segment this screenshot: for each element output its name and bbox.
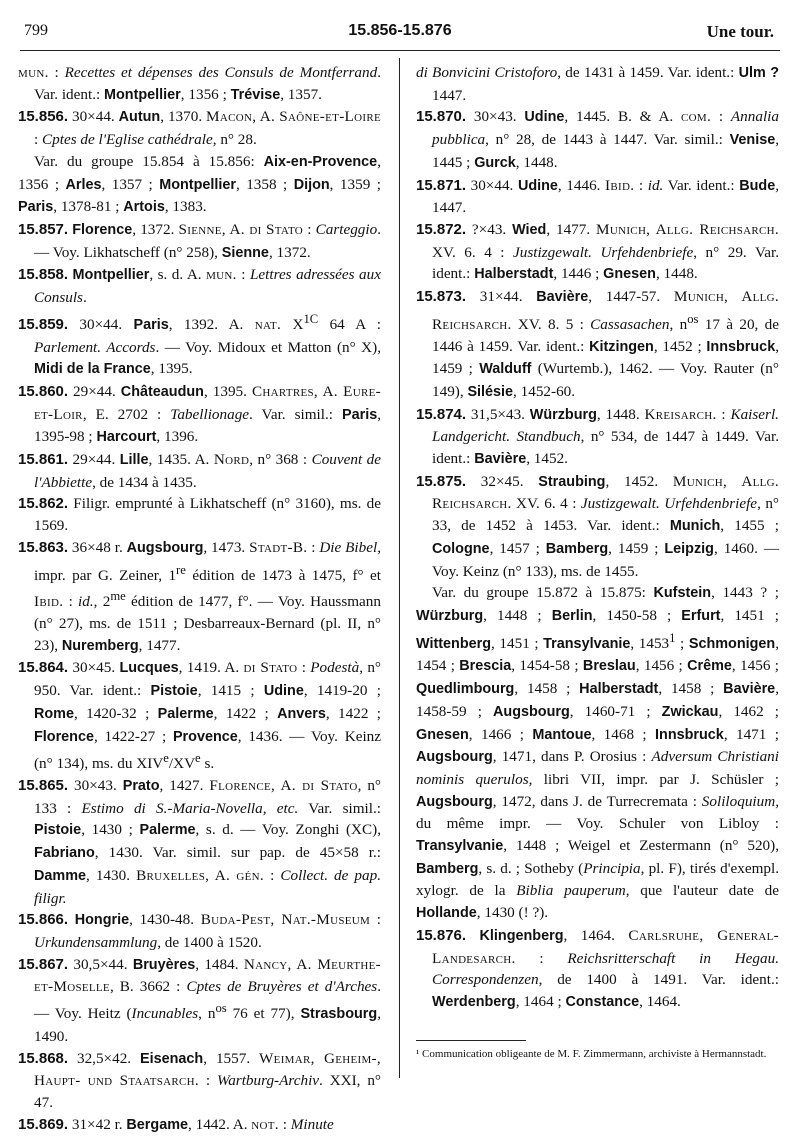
catalog-entry: 15.867. 30,5×44. Bruyères, 1484. Nancy, A. Meurthe-et-Moselle, B. 3662 : Cptes de Bruyères et d'Arches. — Voy. Heitz (Incunables, $n^{os}$ 76 et 77), Strasbourg, 1490. — [18, 955, 382, 1045]
page-number: 799 — [24, 22, 48, 39]
catalog-entry: 15.859. 30×44. Paris, 1392. A. nat. $X^{1C}$ 64 A : Parlement. Accords. — Voy. Midoux et Matton (n° X), Midi de la France, 1395. — [18, 311, 381, 378]
catalog-entry: 15.865. 30×43. Prato, 1427. Florence, A. di Stato, n° 133 : Estimo di S.-Maria-Novella, etc. Var. simil.: Pistoie, 1430 ; Palerme, s. d. — Voy. Zonghi (XC), Fabriano, 1430. Var. simil. sur pap. de 45×58 r.: Damme, 1430. Bruxelles, A. gén. : Collect. de pap. filigr. — [18, 777, 381, 907]
catalog-entry: mun. : Recettes et dépenses des Consuls de Montferrand. Var. ident.: Montpellier, 1356 ; Trévise, 1357. — [18, 64, 381, 103]
catalog-entry: 15.860. 29×44. Châteaudun, 1395. Chartres, A. Eure-et-Loir, E. 2702 : Tabellionage. Var. simil.: Paris, 1395-98 ; Harcourt, 1396. — [18, 382, 382, 446]
catalog-entry: 15.858. Montpellier, s. d. A. mun. : Lettres adressées aux Consuls. — [18, 266, 381, 307]
catalog-entry: 15.864. 30×45. Lucques, 1419. A. di Stato : Podestà, n° 950. Var. ident.: Pistoie, 1415 ; Udine, 1419-20 ; Rome, 1420-32 ; Palerme, 1422 ; Anvers, 1422 ; Florence, 1422-27 ; Provence, 1436. — Voy. Keinz (n° 134), ms. du XIVe/XVe s. — [18, 659, 381, 773]
catalog-entry: 15.869. 31×42 r. Bergame, 1442. A. not. : Minute — [18, 1115, 334, 1133]
catalog-entry: 15.876. Klingenberg, 1464. Carlsruhe, General-Landesarch. : Reichsritterschaft in Hegau. Correspondenzen, de 1400 à 1491. Var. ident.: Werdenberg, 1464 ; Constance, 1464. — [416, 926, 779, 1010]
catalog-entry: 15.872. ?×43. Wied, 1477. Munich, Allg. Reichsarch. XV. 6. 4 : Justizgewalt. Urfehdenbriefe, n° 29. Var. ident.: Halberstadt, 1446 ; Gnesen, 1448. — [416, 220, 780, 283]
catalog-entry: 15.875. 32×45. Straubing, 1452. Munich, Allg. Reichsarch. XV. 6. 4 : Justizgewalt. Urfehdenbriefe, n° 33, de 1452 à 1453. Var. ident.: Munich, 1455 ; Cologne, 1457 ; Bamberg, 1459 ; Leipzig, 1460. — Voy. Keinz (n° 133), ms. de 1455. — [416, 472, 779, 580]
catalog-entry: 15.857. Florence, 1372. Sienne, A. di Stato : Carteggio. — Voy. Likhatscheff (n° 258), Sienne, 1372. — [18, 220, 381, 261]
catalog-entry: 15.866. Hongrie, 1430-48. Buda-Pest, Nat.-Museum : Urkundensammlung, de 1400 à 1520. — [18, 911, 381, 951]
catalog-entry: 15.874. 31,5×43. Würzburg, 1448. Kreisarch. : Kaiserl. Landgericht. Standbuch, n° 534, de 1447 à 1449. Var. ident.: Bavière, 1452. — [416, 405, 779, 468]
catalog-entry: 15.863. 36×48 r. Augsbourg, 1473. Stadt-B. : Die Bibel, impr. par G. Zeiner, 1re édition de 1473 à 1475, f° et Ibid. : id., $2^{me}$ édition de 1477, f°. — Voy. Haussmann (n° 27), ms. de 1511 ; Desbarreaux-Bernard (pl. II, n° 23), Nuremberg, 1477. — [18, 538, 381, 654]
catalog-entry: 15.870. 30×43. Udine, 1445. B. & A. com. : Annalia pubblica, n° 28, de 1443 à 1447. Var. simil.: Venise, 1445 ; Gurck, 1448. — [416, 108, 779, 171]
left-column — [18, 62, 381, 1136]
footnote-rule — [416, 1040, 526, 1041]
running-head: Une tour. — [706, 22, 774, 41]
right-column — [416, 62, 779, 1014]
catalog-entry: Var. du groupe 15.854 à 15.856: Aix-en-Provence, 1356 ; Arles, 1357 ; Montpellier, 1358 ; Dijon, 1359 ; Paris, 1378-81 ; Artois, 1383. — [18, 152, 381, 216]
footnote: ¹ Communication obligeante de M. F. Zimmermann, archiviste à Hermannstadt. — [416, 1048, 767, 1060]
entry-range: 15.856-15.876 — [348, 22, 452, 39]
catalog-entry: 15.873. 31×44. Bavière, 1447-57. Munich, Allg. Reichsarch. XV. 8. 5 : Cassasachen, $n^{os}$ 17 à 20, de 1446 à 1459. Var. ident.: Kitzingen, 1452 ; Innsbruck, 1459 ; Walduff (Wurtemb.), 1462. — Voy. Rauter (n° 149), Silésie, 1452-60. — [416, 288, 780, 400]
header-rule — [20, 50, 780, 51]
column-divider — [399, 58, 400, 1078]
catalog-entry: 15.871. 30×44. Udine, 1446. Ibid. : id. Var. ident.: Bude, 1447. — [416, 176, 780, 217]
catalog-entry: 15.862. Filigr. emprunté à Likhatscheff (n° 3160), ms. de 1569. — [18, 495, 381, 535]
catalog-entry: Var. du groupe 15.872 à 15.875: Kufstein, 1443 ? ; Würzburg, 1448 ; Berlin, 1450-58 ; Erfurt, 1451 ; Wittenberg, 1451 ; Transylvanie, 1453$^1$ ; Schmonigen, 1454 ; Brescia, 1454-58 ; Breslau, 1456 ; Crême, 1456 ; Quedlimbourg, 1458 ; Halberstadt, 1458 ; Bavière, 1458-59 ; Augsbourg, 1460-71 ; Zwickau, 1462 ; Gnesen, 1466 ; Mantoue, 1468 ; Innsbruck, 1471 ; Augsbourg, 1471, dans P. Orosius : Adversum Christiani nominis querulos, libri VII, impr. par J. Schüsler ; Augsbourg, 1472, dans J. de Turrecremata : Soliloquium, du même impr. — Voy. Schuler von Libloy : Transylvanie, 1448 ; Weigel et Zestermann (n° 520), Bamberg, s. d. ; Sotheby (Principia, pl. F), tirés d'exempl. xylogr. de la Biblia pauperum, que l'auteur date de Hollande, 1430 (! ?). — [416, 584, 780, 922]
catalog-entry: 15.861. 29×44. Lille, 1435. A. Nord, n° 368 : Couvent de l'Abbiette, de 1434 à 1435. — [18, 451, 381, 491]
catalog-entry: 15.868. 32,5×42. Eisenach, 1557. Weimar, Geheim-, Haupt- und Staatsarch. : Wartburg-Archiv. XXI, n° 47. — [18, 1049, 381, 1111]
catalog-entry: di Bonvicini Cristoforo, de 1431 à 1459. Var. ident.: Ulm ? 1447. — [416, 64, 779, 104]
catalog-entry: 15.856. 30×44. Autun, 1370. Macon, A. Saône-et-Loire : Cptes de l'Eglise cathédrale, n° 28. — [18, 108, 381, 149]
